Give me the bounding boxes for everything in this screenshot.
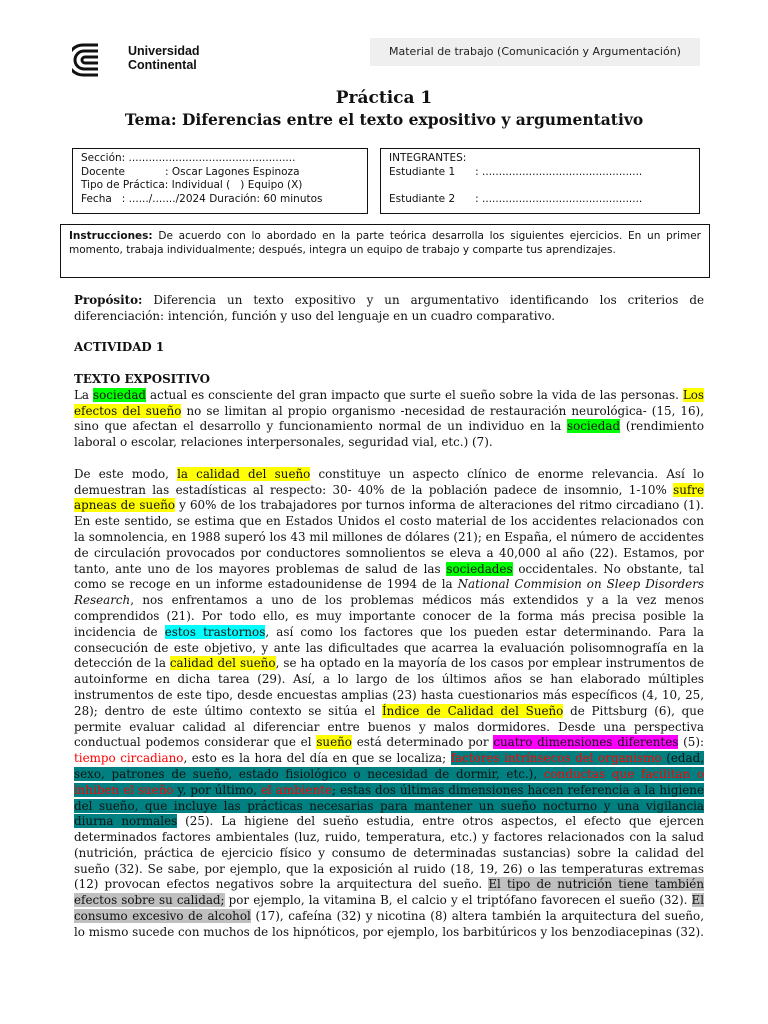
- fecha-field: Fecha : ....../......./2024 Duración: 60 minutos: [81, 192, 323, 205]
- info-box-right: [380, 148, 700, 214]
- tipo-field: Tipo de Práctica: Individual ( ) Equipo (X): [81, 179, 303, 191]
- paragraph-1: La sociedad actual es consciente del gran impacto que surte el sueño sobre la vida de las personas. Los efectos del sueño no se limitan al propio organismo -necesidad de restauración neurológica- (15, 16), sino que afectan el desarrollo y funcionamiento normal de un individuo en la sociedad (rendimiento laboral o escolar, relaciones interpersonales, seguridad vial, etc.) (7).: [74, 387, 705, 450]
- instructions-label: Instrucciones:: [69, 230, 153, 242]
- university-line2: Continental: [128, 58, 197, 72]
- purpose-paragraph: [74, 293, 704, 325]
- instructions-text: De acuerdo con lo abordado en la parte teórica desarrolla los siguientes ejercicios. En un primer momento, trabaja individualmente; después, integra un equipo de trabajo y comparte tus aprendizajes.: [69, 230, 701, 256]
- integrantes-label: INTEGRANTES:: [389, 152, 467, 164]
- university-name: [128, 44, 200, 72]
- estudiante1-field: Estudiante 1 : ................................................: [389, 165, 643, 178]
- page-title: Práctica 1: [335, 88, 433, 108]
- university-line1: Universidad: [128, 44, 200, 58]
- purpose-label: Propósito:: [74, 293, 143, 307]
- info-box-left: [72, 148, 368, 214]
- seccion-field: Sección: ..................................................: [81, 152, 296, 164]
- paragraph-2: De este modo, la calidad del sueño constituye un aspecto clínico de enorme relevancia. Así lo demuestran las estadísticas al respecto: 30- 40% de la población padece de insomnio, 1-10% sufre apneas de sueño y 60% de los trabajadores por turnos informa de alteraciones del ritmo circadiano (1). En este sentido, se estima que en Estados Unidos el costo material de los accidentes relacionados con la somnolencia, en 1988 superó los 43 mil millones de dólares (21); en España, el número de accidentes de circulación provocados por conductores somnolientos se eleva a 40,000 al año (22). Estamos, por tanto, ante uno de los mayores problemas de salud de las sociedades occidentales. No obstante, tal como se recoge en un informe estadounidense de 1994 de la National Commision on Sleep Disorders Research, nos enfrentamos a uno de los problemas médicos más extendidos y a la vez menos comprendidos (21). Por todo ello, es muy importante conocer de la forma más precisa posible la incidencia de estos trastornos, así como los factores que los pueden estar determinando. Para la consecución de este objetivo, y ante las dificultades que acarrea la evaluación polisomnografía en la detección de la calidad del sueño, se ha optado en la mayoría de los casos por emplear instrumentos de autoinforme en dicha tarea (29). Así, a lo largo de los últimos años se han elaborado múltiples instrumentos de este tipo, desde encuestas amplias (23) hasta cuestionarios más específicos (4, 10, 25, 28); dentro de este último contexto se sitúa el Índice de Calidad del Sueño de Pittsburg (6), que permite evaluar calidad al diferenciar entre buenos y malos dormidores. Desde una perspectiva conductual podemos considerar que el sueño está determinado por cuatro dimensiones diferentes (5): tiempo circadiano, esto es la hora del día en que se localiza; factores intrínsecos del organismo (edad, sexo, patrones de sueño, estado fisiológico o necesidad de dormir, etc.), conductas que facilitan o inhiben el sueño y, por último, el ambiente; estas dos últimas dimensiones hacen referencia a la higiene del sueño, que incluye las prácticas necesarias para mantener un sueño nocturno y una vigilancia diurna normales (25). La higiene del sueño estudia, entre otros aspectos, el efecto que ejercen determinados factores ambientales (luz, ruido, temperatura, etc.) y factores relacionados con la salud (nutrición, práctica de ejercicio físico y consumo de determinadas sustancias) sobre la calidad del sueño (32). Se sabe, por ejemplo, que la exposición al ruido (18, 19, 26) o las temperaturas extremas (12) provocan efectos negativos sobre la arquitectura del sueño. El tipo de nutrición tiene también efectos sobre su calidad; por ejemplo, la vitamina B, el calcio y el triptófano favorecen el sueño (32). El consumo excesivo de alcohol (17), cafeína (32) y nicotina (8) altera también la arquitectura del sueño, lo mismo sucede con muchos de los hipnóticos, por ejemplo, los barbitúricos y los benzodiacepinas (32).: [74, 466, 705, 939]
- docente-field: Docente : Oscar Lagones Espinoza: [81, 165, 300, 178]
- instructions-box: [60, 224, 710, 278]
- page-subtitle: Tema: Diferencias entre el texto expositivo y argumentativo: [124, 110, 644, 129]
- activity-heading: ACTIVIDAD 1: [74, 340, 165, 355]
- estudiante2-field: Estudiante 2 : ................................................: [389, 192, 643, 205]
- document-body: [74, 293, 704, 941]
- section-heading: TEXTO EXPOSITIVO: [74, 371, 211, 386]
- purpose-text: Diferencia un texto expositivo y un argumentativo identificando los criterios de diferenciación: intención, función y uso del lenguaje en un cuadro comparativo.: [74, 293, 704, 323]
- material-header: Material de trabajo (Comunicación y Argumentación): [370, 38, 700, 66]
